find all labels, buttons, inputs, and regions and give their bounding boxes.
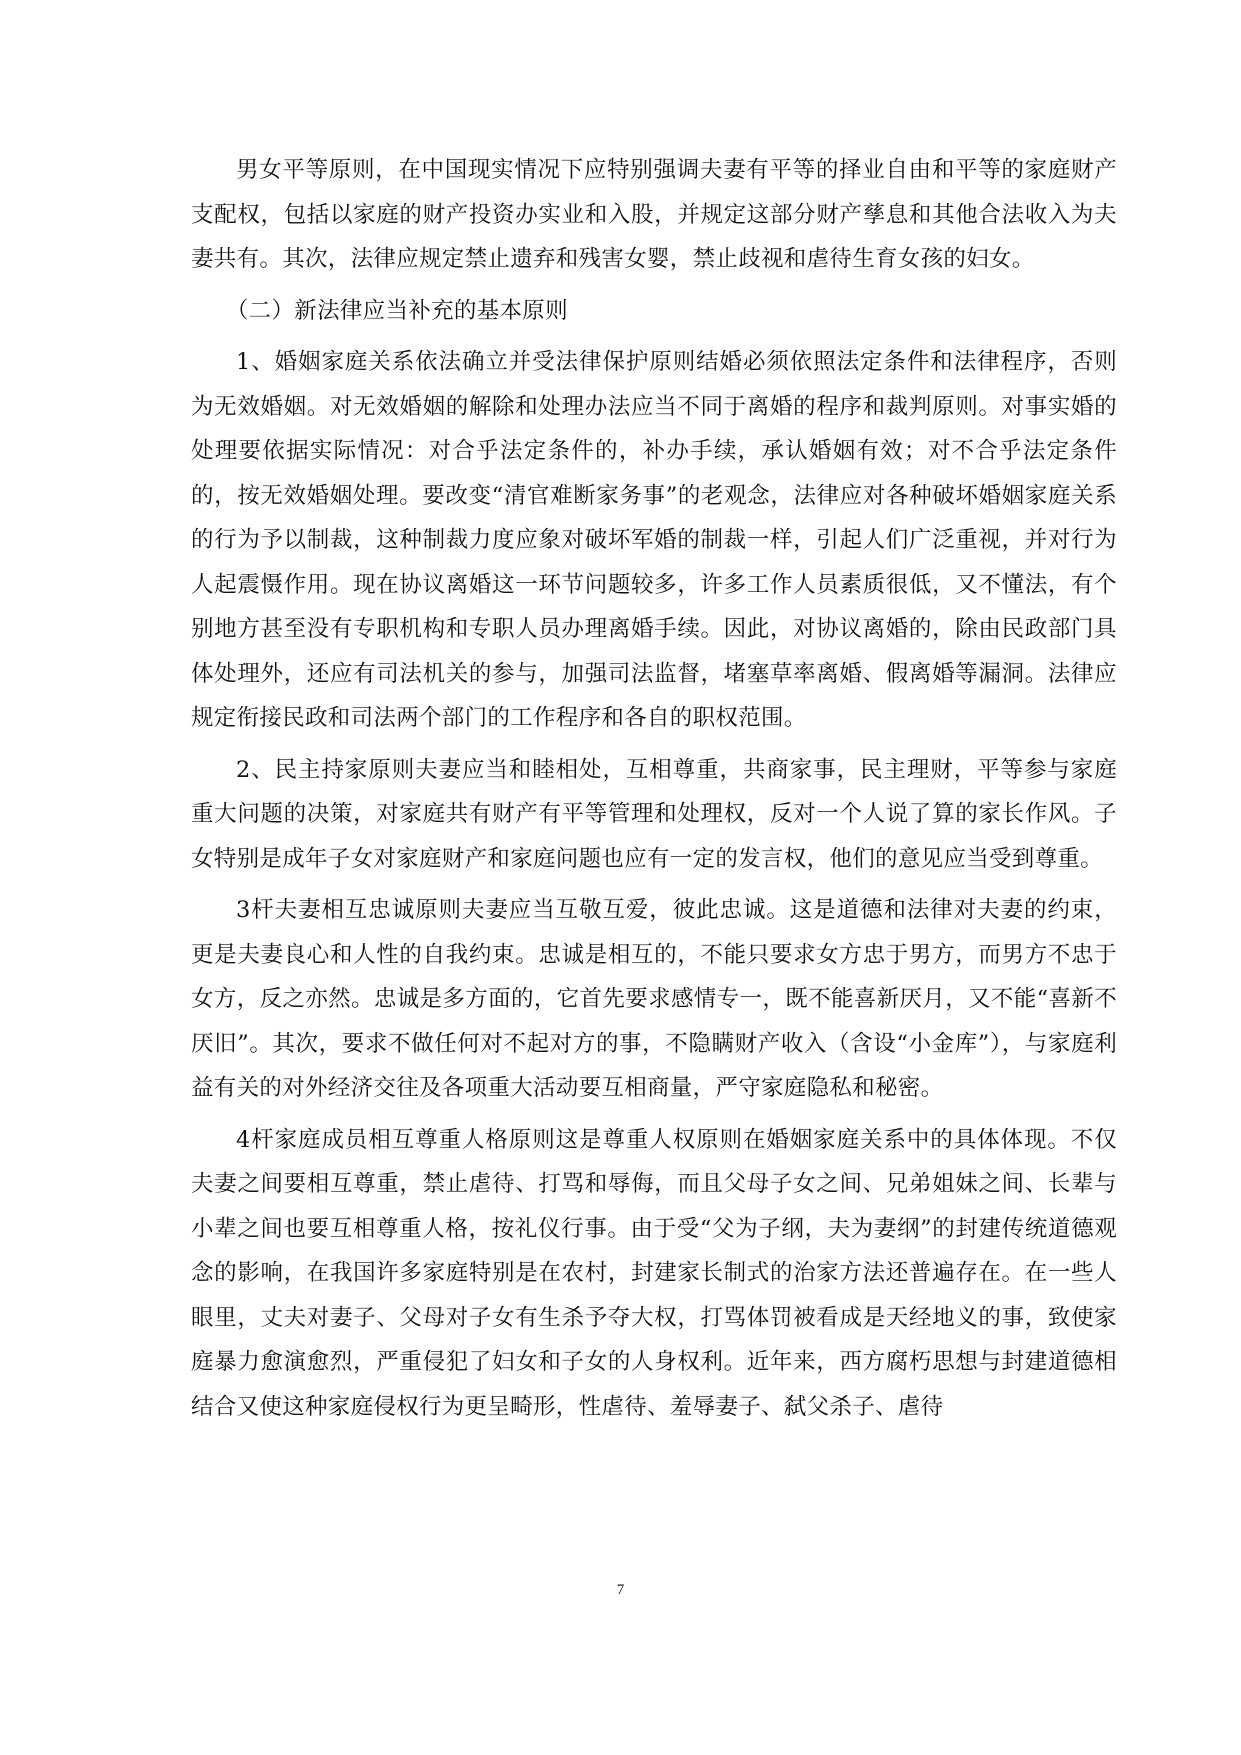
paragraph-gender-equality: 男女平等原则，在中国现实情况下应特别强调夫妻有平等的择业自由和平等的家庭财产支配权，包括以家庭的财产投资办实业和入股，并规定这部分财产孳息和其他合法收入为夫妻共有。其次，法律应规定禁止遗弃和残害女婴，禁止歧视和虐待生育女孩的妇女。 [191,157,1117,272]
paragraph-principle-2-democratic-household: 2、民主持家原则夫妻应当和睦相处，互相尊重，共商家事，民主理财，平等参与家庭重大问题的决策，对家庭共有财产有平等管理和处理权，反对一个人说了算的家长作风。子女特别是成年子女对家庭财产和家庭问题也应有一定的发言权，他们的意见应当受到尊重。 [191,756,1117,872]
paragraph-principle-4-mutual-respect: 4杆家庭成员相互尊重人格原则这是尊重人权原则在婚姻家庭关系中的具体体现。不仅夫妻之间要相互尊重，禁止虐待、打骂和辱侮，而且父母子女之间、兄弟姐妹之间、长辈与小辈之间也要互相尊重人格，按礼仪行事。由于受“父为子纲，夫为妻纲”的封建传统道德观念的影响，在我国许多家庭特别是在农村，封建家长制式的治家方法还普遍存在。在一些人眼里，丈夫对妻子、父母对子女有生杀予夺大权，打骂体罚被看成是天经地义的事，致使家庭暴力愈演愈烈，严重侵犯了妇女和子女的人身权利。近年来，西方腐朽思想与封建道德相结合又使这种家庭侵权行为更呈畸形，性虐待、羞辱妻子、弑父杀子、虐待 [191,1126,1117,1420]
section-heading-new-principles: （二）新法律应当补充的基本原则 [225,297,568,324]
page-number: 7 [616,1582,625,1598]
document-body [191,148,1117,1429]
paragraph-principle-1-legal-protection: 1、婚姻家庭关系依法确立并受法律保护原则结婚必须依照法定条件和法律程序，否则为无效婚姻。对无效婚姻的解除和处理办法应当不同于离婚的程序和裁判原则。对事实婚的处理要依据实际情况：对合乎法定条件的，补办手续，承认婚姻有效；对不合乎法定条件的，按无效婚姻处理。要改变“清官难断家务事”的老观念，法律应对各种破坏婚姻家庭关系的行为予以制裁，这种制裁力度应象对破坏军婚的制裁一样，引起人们广泛重视，并对行为人起震慑作用。现在协议离婚这一环节问题较多，许多工作人员素质很低，又不懂法，有个别地方甚至没有专职机构和专职人员办理离婚手续。因此，对协议离婚的，除由民政部门具体处理外，还应有司法机关的参与，加强司法监督，堵塞草率离婚、假离婚等漏洞。法律应规定衔接民政和司法两个部门的工作程序和各自的职权范围。 [191,349,1117,731]
paragraph-principle-3-mutual-loyalty: 3杆夫妻相互忠诚原则夫妻应当互敬互爱，彼此忠诚。这是道德和法律对夫妻的约束，更是夫妻良心和人性的自我约束。忠诚是相互的，不能只要求女方忠于男方，而男方不忠于女方，反之亦然。忠诚是多方面的，它首先要求感情专一，既不能喜新厌月，又不能“喜新不厌旧”。其次，要求不做任何对不起对方的事，不隐瞒财产收入（含设“小金库”），与家庭利益有关的对外经济交往及各项重大活动要互相商量，严守家庭隐私和秘密。 [191,897,1117,1101]
